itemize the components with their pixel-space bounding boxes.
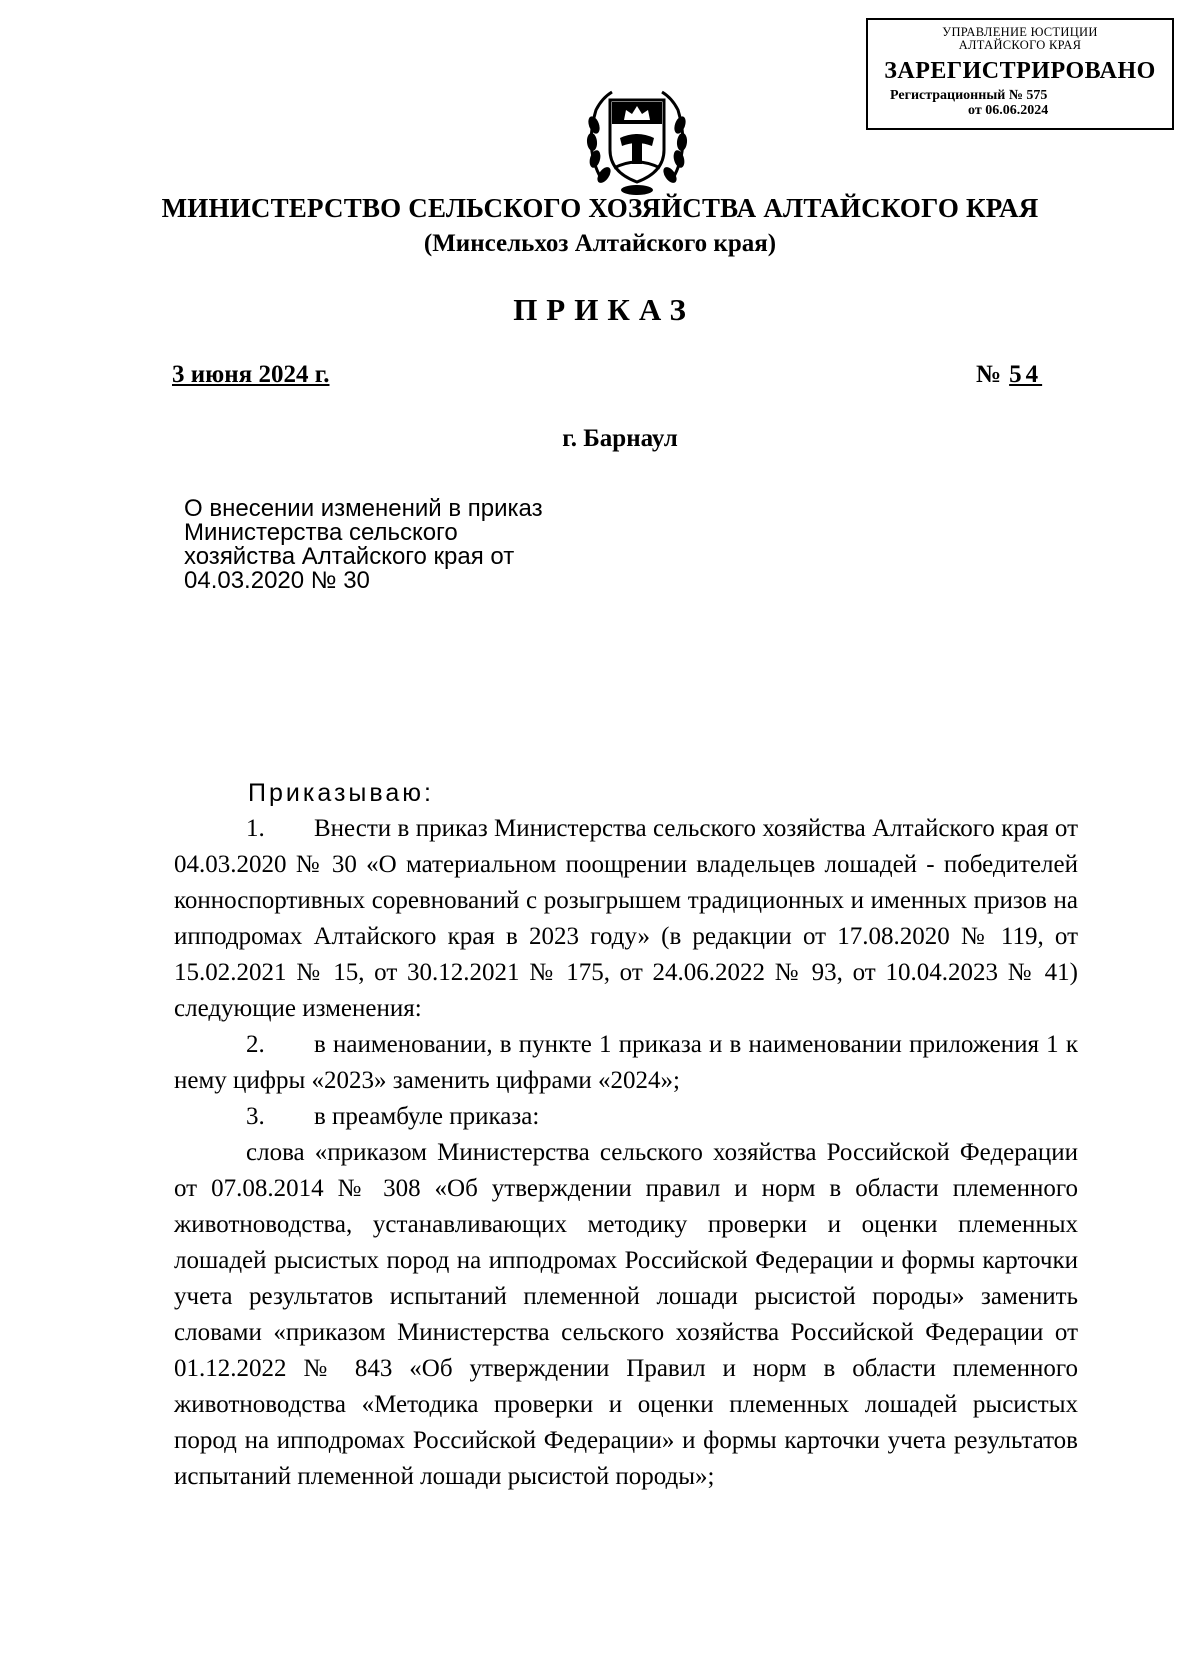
stamp-reg-number: Регистрационный № 575: [890, 88, 1048, 103]
item-2-text: в наименовании, в пункте 1 приказа и в наименовании приложения 1 к нему цифры «2023» заменить цифрами «2024»;: [174, 1031, 1078, 1094]
order-number: [976, 360, 1042, 390]
item-1: [174, 811, 1078, 1027]
subject-line: О внесении изменений в приказ: [184, 495, 543, 522]
stamp-org-line1: УПРАВЛЕНИЕ ЮСТИЦИИ: [942, 25, 1098, 39]
stamp-org-line2: АЛТАЙСКОГО КРАЯ: [958, 38, 1082, 52]
stamp-title: ЗАРЕГИСТРИРОВАНО: [884, 58, 1156, 84]
order-subject: [184, 497, 604, 593]
item-3-number: 3.: [246, 1103, 265, 1130]
altai-krai-coat-of-arms-icon: [582, 80, 692, 200]
subject-line: Министерства сельского: [184, 519, 458, 546]
item-3: [174, 1099, 1078, 1135]
order-word: Приказываю:: [248, 779, 434, 807]
order-number-label: №: [976, 361, 1002, 388]
item-2-number: 2.: [246, 1031, 265, 1058]
item-1-text: Внести в приказ Министерства сельского хозяйства Алтайского края от 04.03.2020 № 30 «О материальном поощрении владельцев лошадей - победителей конноспортивных соревнований с розыгрышем традиционных и именных призов на ипподромах Алтайского края в 2023 году» (в редакции от 17.08.2020 № 119, от 15.02.2021 № 15, от 30.12.2021 № 175, от 24.06.2022 № 93, от 10.04.2023 № 41) следующие изменения:: [174, 815, 1078, 1022]
item-1-number: 1.: [246, 815, 265, 842]
ministry-short-name: (Минсельхоз Алтайского края): [423, 230, 777, 257]
preamble-replacement-paragraph: слова «приказом Министерства сельского хозяйства Российской Федерации от 07.08.2014 № 308 «Об утверждении правил и норм в области племенного животноводства, устанавливающих методику проверки и оценки племенных лошадей рысистых пород на ипподромах Российской Федерации и формы карточки учета результатов испытаний племенной лошади рысистой породы» заменить словами «приказом Министерства сельского хозяйства Российской Федерации от 01.12.2022 № 843 «Об утверждении Правил и норм в области племенного животноводства «Методика проверки и оценки племенных лошадей рысистых пород на ипподромах Российской Федерации» и формы карточки учета результатов испытаний племенной лошади рысистой породы»;: [174, 1139, 1078, 1490]
order-body: [174, 811, 1078, 1495]
ministry-name: МИНИСТЕРСТВО СЕЛЬСКОГО ХОЗЯЙСТВА АЛТАЙСКОГО КРАЯ: [161, 193, 1039, 223]
registration-stamp: [866, 18, 1174, 130]
stamp-reg-date: от 06.06.2024: [968, 103, 1049, 118]
city: г. Барнаул: [562, 425, 678, 452]
order-date: 3 июня 2024 г.: [172, 361, 330, 388]
subject-line: 04.03.2020 № 30: [184, 567, 370, 594]
subject-line: хозяйства Алтайского края от: [184, 543, 515, 570]
item-3-text: в преамбуле приказа:: [314, 1103, 540, 1130]
order-number-value: 54: [1009, 361, 1043, 388]
document-type: ПРИКАЗ: [513, 292, 695, 327]
item-2: [174, 1027, 1078, 1099]
